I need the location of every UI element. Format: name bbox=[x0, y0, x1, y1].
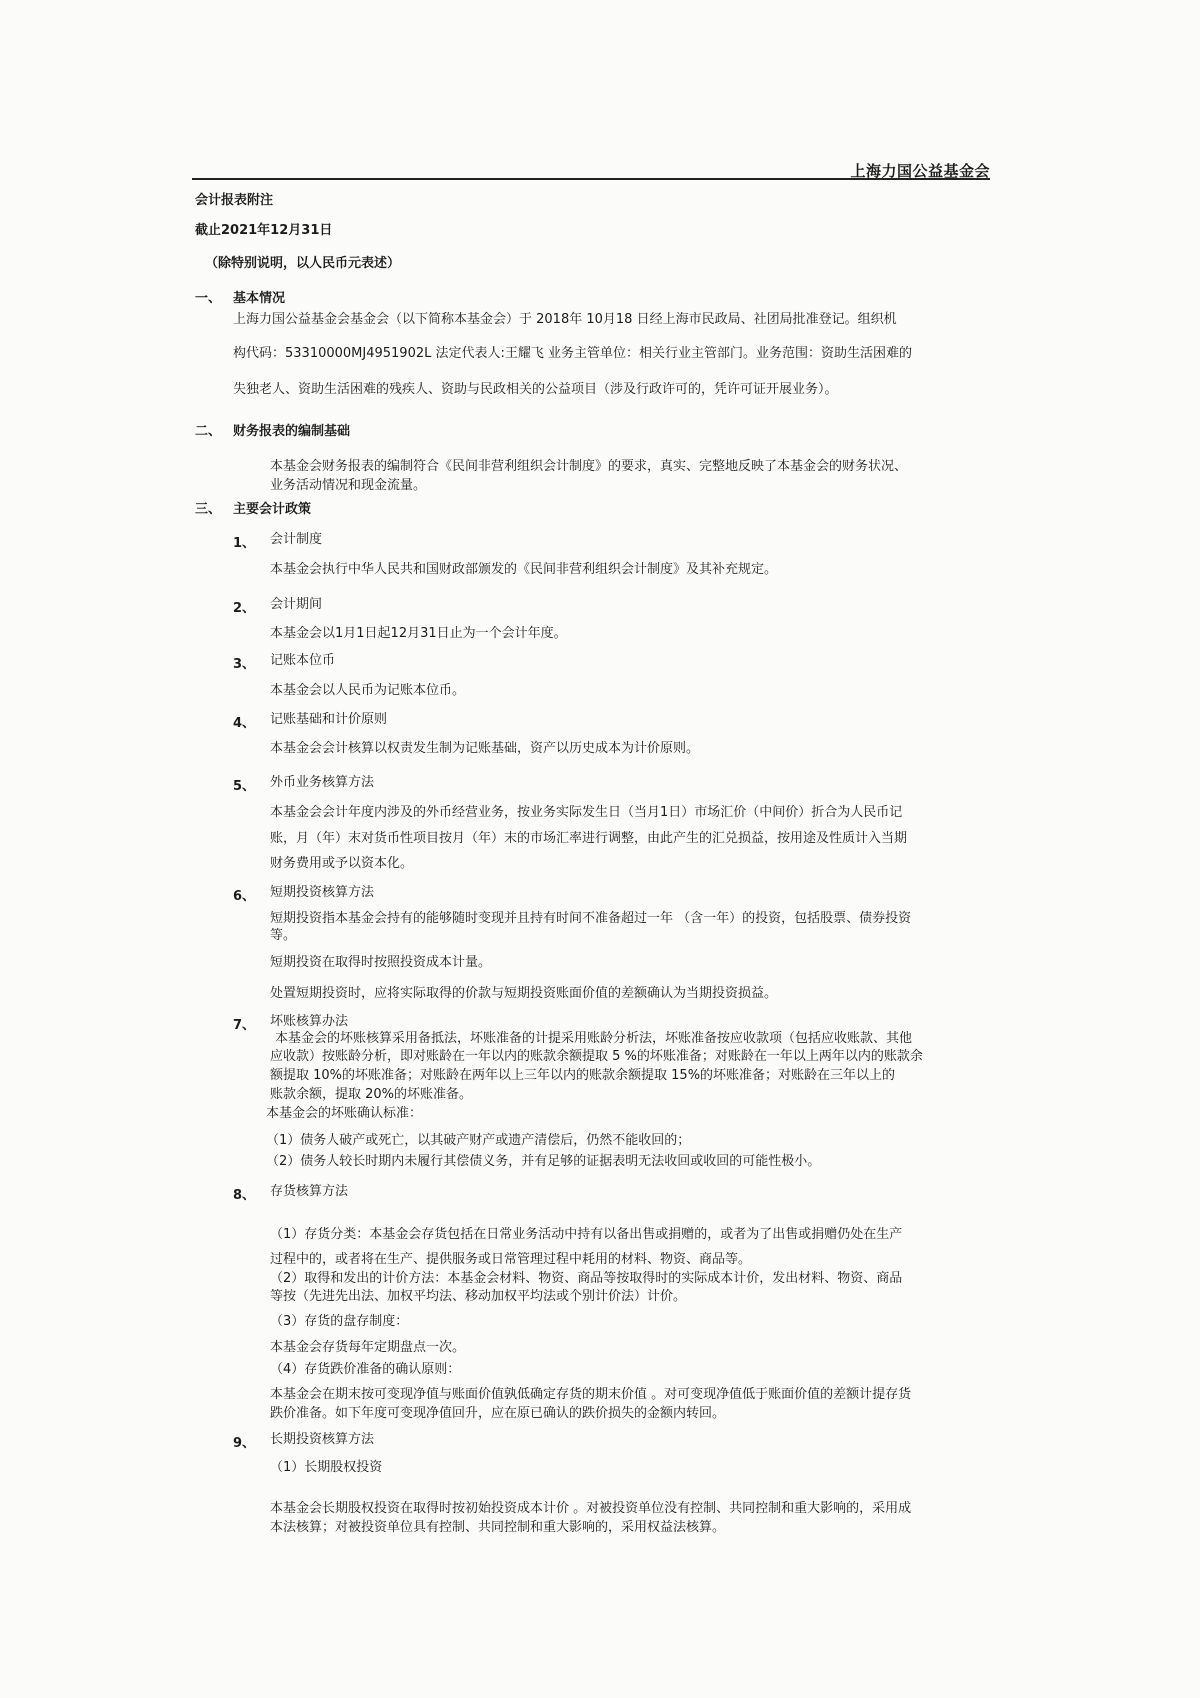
paragraph-line: 构代码：53310000MJ4951902L 法定代表人:王耀飞 业务主管单位：相关行业主管部门。业务范围：资助生活困难的 bbox=[233, 346, 913, 361]
doc-currency-note: （除特别说明，以人民币元表述） bbox=[205, 256, 401, 271]
paragraph-line: 本基金会会计年度内涉及的外币经营业务，按业务实际发生日（当月1日）市场汇价（中间价）折合为人民币记 bbox=[270, 805, 903, 820]
paragraph-line: 本基金会会计核算以权责发生制为记账基础，资产以历史成本为计价原则。 bbox=[270, 741, 700, 756]
item-number: 4、 bbox=[233, 716, 256, 731]
item-number: 7、 bbox=[233, 1018, 256, 1033]
paragraph-line: （1）长期股权投资 bbox=[270, 1460, 383, 1475]
paragraph-line: 财务费用或予以资本化。 bbox=[270, 856, 414, 871]
paragraph-line: 本基金会存货每年定期盘点一次。 bbox=[270, 1340, 466, 1355]
paragraph-line: （3）存货的盘存制度： bbox=[270, 1314, 409, 1329]
paragraph-line: 等按（先进先出法、加权平均法、移动加权平均法或个别计价法）计价。 bbox=[270, 1289, 687, 1304]
paragraph-line: （2）取得和发出的计价方法：本基金会材料、物资、商品等按取得时的实际成本计价，发出材料、物资、商品 bbox=[270, 1271, 903, 1286]
paragraph-line: 本基金会在期末按可变现净值与账面价值孰低确定存货的期末价值 。对可变现净值低于账面价值的差额计提存货 bbox=[270, 1387, 912, 1402]
paragraph-line: 本法核算；对被投资单位具有控制、共同控制和重大影响的，采用权益法核算。 bbox=[270, 1520, 726, 1535]
item-number: 3、 bbox=[233, 657, 256, 672]
paragraph-line: 本基金会长期股权投资在取得时按初始投资成本计价 。对被投资单位没有控制、共同控制和重大影响的，采用成 bbox=[270, 1501, 912, 1516]
item-heading: 记账基础和计价原则 bbox=[270, 712, 388, 727]
paragraph-line: 本基金会以1月1日起12月31日止为一个会计年度。 bbox=[270, 626, 567, 641]
paragraph-line: 账，月（年）末对货币性项目按月（年）末的市场汇率进行调整，由此产生的汇兑损益，按用途及性质计入当期 bbox=[270, 831, 908, 846]
section-heading: 主要会计政策 bbox=[233, 502, 312, 517]
doc-date: 截止2021年12月31日 bbox=[195, 223, 333, 238]
paragraph-line: 业务活动情况和现金流量。 bbox=[270, 478, 427, 493]
section-heading: 基本情况 bbox=[233, 291, 286, 306]
section-number: 二、 bbox=[195, 424, 222, 439]
item-heading: 存货核算方法 bbox=[270, 1184, 349, 1199]
paragraph-line: 处置短期投资时，应将实际取得的价款与短期投资账面价值的差额确认为当期投资损益。 bbox=[270, 986, 778, 1001]
section-heading: 财务报表的编制基础 bbox=[233, 424, 351, 439]
section-number: 三、 bbox=[195, 502, 222, 517]
item-heading: 会计制度 bbox=[270, 532, 323, 547]
paragraph-line: 额提取 10%的坏账准备；对账龄在两年以上三年以内的账款余额提取 15%的坏账准备；对账龄在三年以上的 bbox=[270, 1068, 896, 1083]
item-heading: 外币业务核算方法 bbox=[270, 775, 375, 790]
item-heading: 坏账核算办法 bbox=[270, 1014, 349, 1029]
section-number: 一、 bbox=[195, 291, 222, 306]
paragraph-line: 本基金会的坏账核算采用备抵法，坏账准备的计提采用账龄分析法，坏账准备按应收款项（包括应收账款、其他 bbox=[275, 1031, 913, 1046]
item-number: 9、 bbox=[233, 1436, 256, 1451]
paragraph-line: （1）债务人破产或死亡，以其破产财产或遗产清偿后，仍然不能收回的； bbox=[266, 1133, 691, 1148]
item-number: 1、 bbox=[233, 536, 256, 551]
paragraph-line: 本基金会以人民币为记账本位币。 bbox=[270, 683, 466, 698]
item-number: 8、 bbox=[233, 1188, 256, 1203]
paragraph-line: （4）存货跌价准备的确认原则： bbox=[270, 1362, 461, 1377]
item-heading: 记账本位币 bbox=[270, 653, 336, 668]
item-number: 2、 bbox=[233, 601, 256, 616]
doc-title: 会计报表附注 bbox=[195, 193, 274, 208]
item-heading: 短期投资核算方法 bbox=[270, 885, 375, 900]
paragraph-line: 上海力国公益基金会基金会（以下简称本基金会）于 2018年 10月18 日经上海市民政局、社团局批准登记。组织机 bbox=[233, 312, 897, 327]
paragraph-line: （1）存货分类：本基金会存货包括在日常业务活动中持有以备出售或捐赠的，或者为了出售或捐赠仍处在生产 bbox=[270, 1227, 903, 1242]
header-rule bbox=[192, 178, 990, 180]
paragraph-line: 本基金会的坏账确认标准： bbox=[266, 1106, 423, 1121]
paragraph-line: 短期投资指本基金会持有的能够随时变现并且持有时间不准备超过一年 （含一年）的投资，包括股票、债券投资 bbox=[270, 911, 912, 926]
item-number: 6、 bbox=[233, 889, 256, 904]
item-heading: 长期投资核算方法 bbox=[270, 1432, 375, 1447]
paragraph-line: 账款余额，提取 20%的坏账准备。 bbox=[270, 1087, 473, 1102]
paragraph-line: 跌价准备。如下年度可变现净值回升，应在原已确认的跌价损失的金额内转回。 bbox=[270, 1406, 726, 1421]
paragraph-line: 短期投资在取得时按照投资成本计量。 bbox=[270, 955, 492, 970]
paragraph-line: 等。 bbox=[270, 928, 297, 943]
organization-name: 上海力国公益基金会 bbox=[850, 162, 990, 180]
item-heading: 会计期间 bbox=[270, 597, 323, 612]
item-number: 5、 bbox=[233, 779, 256, 794]
paragraph-line: 过程中的，或者将在生产、提供服务或日常管理过程中耗用的材料、物资、商品等。 bbox=[270, 1252, 752, 1267]
paragraph-line: 本基金会财务报表的编制符合《民间非营利组织会计制度》的要求，真实、完整地反映了本基金会的财务状况、 bbox=[270, 459, 908, 474]
paragraph-line: 失独老人、资助生活困难的残疾人、资助与民政相关的公益项目（涉及行政许可的，凭许可证开展业务）。 bbox=[233, 382, 838, 397]
paragraph-line: 本基金会执行中华人民共和国财政部颁发的《民间非营利组织会计制度》及其补充规定。 bbox=[270, 562, 778, 577]
paragraph-line: （2）债务人较长时期内未履行其偿债义务，并有足够的证据表明无法收回或收回的可能性极小。 bbox=[266, 1154, 821, 1169]
paragraph-line: 应收款）按账龄分析，即对账龄在一年以内的账款余额提取 5 %的坏账准备；对账龄在一年以上两年以内的账款余 bbox=[270, 1049, 923, 1064]
